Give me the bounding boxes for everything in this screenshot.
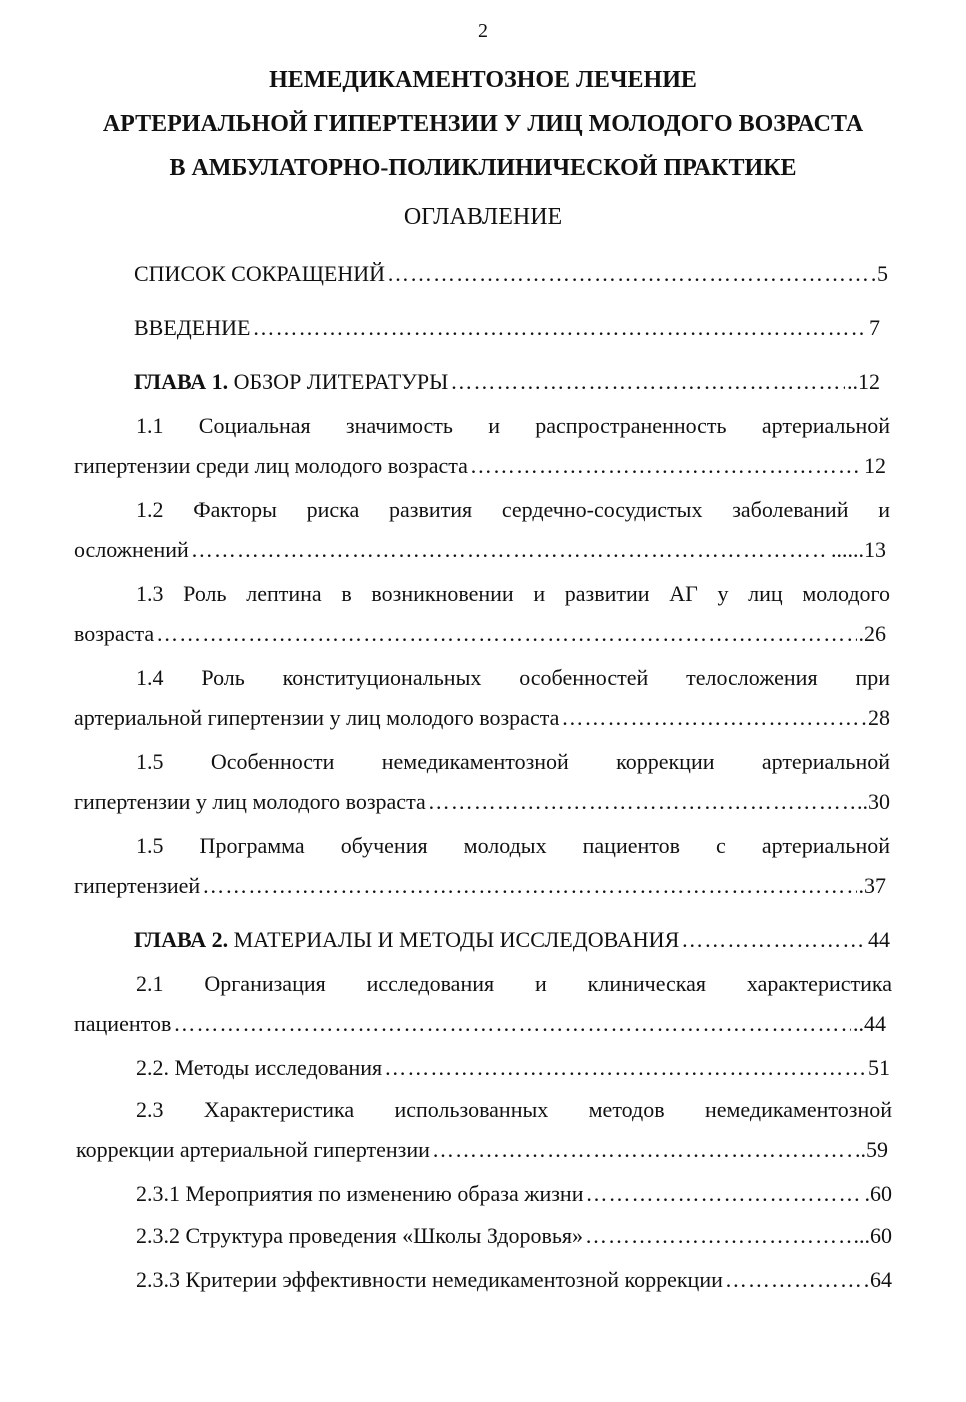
toc-entry-1-2[interactable]	[74, 490, 890, 570]
dot-leader	[450, 362, 845, 402]
toc-entry-1-3[interactable]	[74, 574, 890, 654]
toc-entry-text: гипертензии среди лиц молодого возраста	[74, 453, 468, 478]
dot-leader	[725, 1260, 868, 1300]
toc-page-number: 64	[870, 1267, 892, 1292]
toc-entry-2-1[interactable]	[74, 964, 892, 1044]
dot-leader	[384, 1048, 866, 1088]
toc-entry-text: ВВЕДЕНИЕ	[134, 315, 251, 340]
toc-page-number: ..12	[847, 369, 880, 394]
toc-page-number: 51	[868, 1055, 890, 1080]
toc-page-number: ...60	[853, 1223, 892, 1248]
toc-entry-text: гипертензией	[74, 873, 201, 898]
toc-entry-text: пациентов	[74, 1011, 172, 1036]
toc-entry-text: артериальной гипертензии у лиц молодого возраста	[74, 705, 560, 730]
toc-entry-1-5-programme[interactable]	[74, 826, 890, 906]
toc-entry-2-3[interactable]	[76, 1090, 892, 1170]
title-line-2: АРТЕРИАЛЬНОЙ ГИПЕРТЕНЗИИ У ЛИЦ МОЛОДОГО ВОЗРАСТА	[102, 111, 864, 137]
chapter-label: ГЛАВА 2.	[134, 927, 229, 952]
toc-entry-2-2[interactable]	[136, 1048, 890, 1088]
title-line-3: В АМБУЛАТОРНО-ПОЛИКЛИНИЧЕСКОЙ ПРАКТИКЕ	[169, 155, 797, 181]
toc-entry-text: возраста	[74, 621, 155, 646]
toc-entry-1-4[interactable]	[74, 658, 890, 738]
toc-entry-line-1: 1.2 Факторы риска развития сердечно-сосудистых заболеваний и	[136, 497, 890, 522]
toc-entry-text: гипертензии у лиц молодого возраста	[74, 789, 426, 814]
toc-page-number: 7	[869, 315, 880, 340]
toc-entry-text: 2.3.3 Критерии эффективности немедикаментозной коррекции	[136, 1267, 723, 1292]
toc-page-number: ..44	[853, 1011, 886, 1036]
dot-leader	[387, 254, 875, 294]
toc-page-number: .26	[858, 621, 886, 646]
toc-entry-text: коррекции артериальной гипертензии	[76, 1137, 430, 1162]
dot-leader	[428, 782, 855, 822]
toc-entry-text: осложнений	[74, 537, 189, 562]
toc-page-number: ......13	[831, 537, 886, 562]
toc-page-number: .60	[864, 1181, 892, 1206]
toc-entry-line-1: 1.5 Особенности немедикаментозной коррекции артериальной	[136, 749, 890, 774]
toc-page-number: 28	[868, 705, 890, 730]
toc-page-number: .37	[858, 873, 886, 898]
toc-heading: ОГЛАВЛЕНИЕ	[403, 204, 563, 230]
toc-page-number: 12	[864, 453, 886, 478]
dot-leader	[202, 866, 856, 906]
dot-leader	[191, 530, 829, 570]
toc-page-number: ..30	[857, 789, 890, 814]
dot-leader	[585, 1216, 851, 1256]
toc-entry-introduction[interactable]	[134, 308, 880, 348]
dot-leader	[585, 1174, 862, 1214]
toc-entry-text: 2.3.2 Структура проведения «Школы Здоровья»	[136, 1223, 584, 1248]
dot-leader	[173, 1004, 851, 1044]
toc-entry-text: СПИСОК СОКРАЩЕНИЙ	[134, 261, 386, 286]
toc-page-number: 5	[877, 261, 888, 286]
chapter-label: ГЛАВА 1.	[134, 369, 229, 394]
toc-entry-abbreviations[interactable]	[134, 254, 888, 294]
title-line-1: НЕМЕДИКАМЕНТОЗНОЕ ЛЕЧЕНИЕ	[269, 67, 697, 93]
toc-entry-line-1: 2.1 Организация исследования и клиническая характеристика	[136, 971, 892, 996]
toc-page-number: ..59	[855, 1137, 888, 1162]
toc-entry-text: ОБЗОР ЛИТЕРАТУРЫ	[233, 369, 449, 394]
dot-leader	[432, 1130, 853, 1170]
dot-leader	[561, 698, 866, 738]
dot-leader	[681, 920, 866, 960]
dot-leader	[156, 614, 856, 654]
toc-entry-chapter-1[interactable]	[134, 362, 880, 402]
dot-leader	[252, 308, 867, 348]
toc-page-number: 44	[868, 927, 890, 952]
toc-entry-text: МАТЕРИАЛЫ И МЕТОДЫ ИССЛЕДОВАНИЯ	[233, 927, 680, 952]
toc-entry-1-1[interactable]	[74, 406, 890, 486]
toc-entry-line-1: 1.3 Роль лептина в возникновении и развитии АГ у лиц молодого	[136, 581, 890, 606]
toc-entry-text: 2.2. Методы исследования	[136, 1055, 383, 1080]
toc-entry-line-1: 2.3 Характеристика использованных методов немедикаментозной	[136, 1097, 892, 1122]
toc-entry-chapter-2[interactable]	[134, 920, 890, 960]
toc-entry-2-3-2[interactable]	[136, 1216, 892, 1256]
toc-entry-line-1: 1.5 Программа обучения молодых пациентов с артериальной	[136, 833, 890, 858]
toc-entry-text: 2.3.1 Мероприятия по изменению образа жизни	[136, 1181, 584, 1206]
toc-entry-line-1: 1.1 Социальная значимость и распространенность артериальной	[136, 413, 890, 438]
page-number: 2	[478, 20, 488, 42]
toc-entry-2-3-1[interactable]	[136, 1174, 892, 1214]
dot-leader	[470, 446, 862, 486]
toc-entry-2-3-3[interactable]	[136, 1260, 892, 1300]
toc-entry-line-1: 1.4 Роль конституциональных особенностей телосложения при	[136, 665, 890, 690]
toc-entry-1-5[interactable]	[74, 742, 890, 822]
